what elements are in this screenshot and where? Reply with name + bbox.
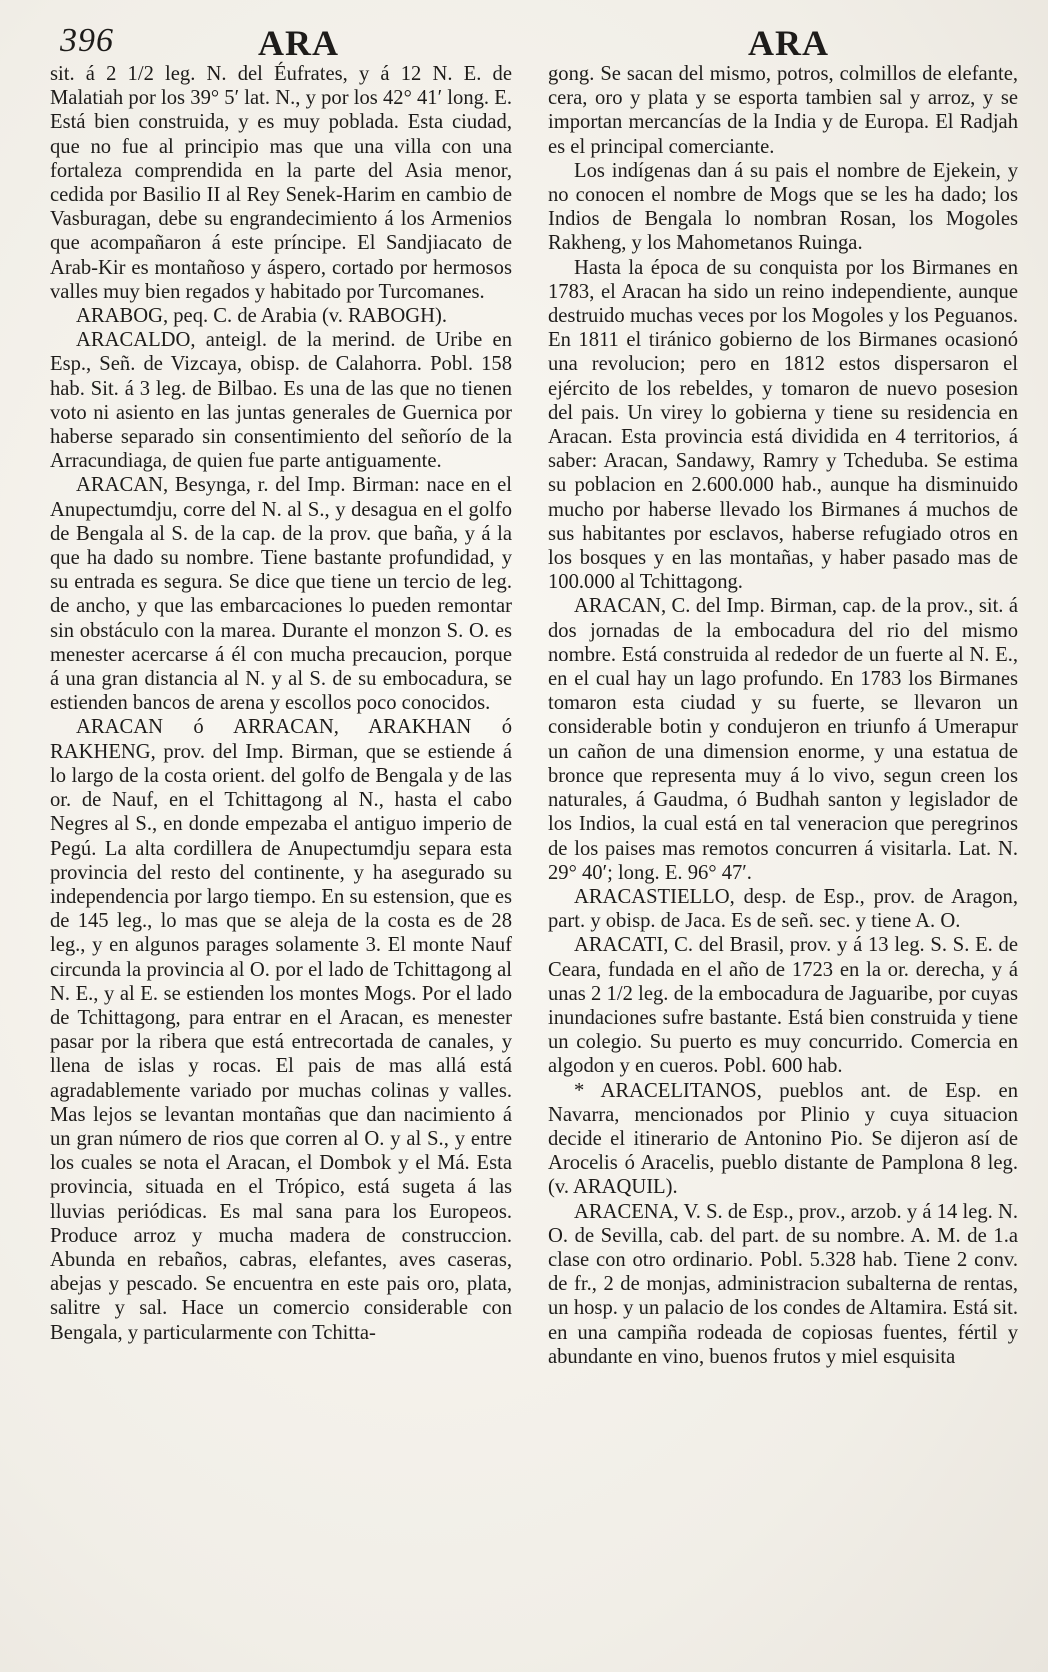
entry-aracati: ARACATI, C. del Brasil, prov. y á 13 leg. S. S. E. de Ceara, fundada en el año de 1723 en la or. derecha, y á unas 2 1/2 leg. de la embocadura de Jaguaribe, por cuyas inundaciones sufre bastante. Está bien construida y tiene un colegio. Su puerto es muy concurrido. Comercia en algodon y en cueros. Pobl. 600 hab. xyxy=(548,934,1018,1078)
page-number: 396 xyxy=(60,22,114,59)
entry-aracan-city: ARACAN, C. del Imp. Birman, cap. de la prov., sit. á dos jornadas de la embocadura del rio del mismo nombre. Está construida al rededor de un fuerte al N. E., en el cual hay un lago profundo. En 1783 los Birmanes tomaron esta ciudad y su fuerte, se llevaron un considerable botin y condujeron en triunfo á Umerapur un cañon de una dimension enorme, y una estatua de bronce que representa muy á lo vivo, segun creen los naturales, á Gaudma, ó Budhah santon y legislador de los Indios, la cual está en tal veneracion que peregrinos de los paises mas remotos concurren á visitarla. Lat. N. 29° 40′; long. E. 96° 47′. xyxy=(548,595,1018,884)
entry-paragraph: Los indígenas dan á su pais el nombre de Ejekein, y no conocen el nombre de Mogs que se les ha dado; los Indios de Bengala lo nombran Rosan, los Mogoles Rakheng, y los Mahometanos Ruinga. xyxy=(548,159,1018,255)
entry-aracaldo: ARACALDO, anteigl. de la merind. de Uribe en Esp., Señ. de Vizcaya, obisp. de Calahorra. Pobl. 158 hab. Sit. á 3 leg. de Bilbao. Es una de las que no tienen voto ni asiento en las juntas generales de Guernica por haberse separado sin consentimiento del señorío de la Arracundiaga, de quien fue parte antiguamente. xyxy=(50,329,512,473)
entry-continuation: sit. á 2 1/2 leg. N. del Éufrates, y á 12 N. E. de Malatiah por los 39° 5′ lat. N., y por los 42° 41′ long. E. Está bien construida, y es muy poblada. Esta ciudad, que no fue al principio mas que una villa con una fortaleza comprendida en la parte del Asia menor, cedida por Basilio II al Rey Senek-Harim en cambio de Vasburagan, debe su engrandecimiento á los Armenios que acompañaron á este príncipe. El Sandjiacato de Arab-Kir es montañoso y áspero, cortado por hermosos valles muy bien regados y habitado por Turcomanes. xyxy=(50,63,512,303)
running-head-left: ARA xyxy=(258,23,339,63)
entry-continuation: gong. Se sacan del mismo, potros, colmillos de elefante, cera, oro y plata y se esporta tambien sal y arroz, y se importan mercancías de la India y de Europa. El Radjah es el principal comerciante. xyxy=(548,63,1018,158)
entry-paragraph: Hasta la época de su conquista por los Birmanes en 1783, el Aracan ha sido un reino independiente, aunque destruido muchas veces por los Mogoles y los Peguanos. En 1811 el tiránico gobierno de los Birmanes ocasionó una revolucion; pero en 1812 estos dispersaron el ejército de los rebeldes, y tomaron de nuevo posesion del pais. Un virey lo gobierna y tiene su residencia en Aracan. Esta provincia está dividida en 4 territorios, á saber: Aracan, Sandawy, Ramry y Tcheduba. Se estima su poblacion en 2.600.000 hab., aunque ha disminuido mucho por haberse llevado los Birmanes á muchos de sus habitantes por esclavos, haberse refugiado otros en los bosques y en las montañas, y haber pasado mas de 100.000 al Tchittagong. xyxy=(548,256,1018,594)
entry-aracan-province: ARACAN ó ARRACAN, ARAKHAN ó RAKHENG, prov. del Imp. Birman, que se estiende á lo largo de la costa orient. del golfo de Bengala y de las or. de Nauf, en el Tchittagong al N., hasta el cabo Negres al S., en donde empezaba el antiguo imperio de Pegú. La alta cordillera de Anupectumdju separa esta provincia del resto del continente, y ha asegurado su independencia por largo tiempo. En su estension, que es de 145 leg., lo mas que se aleja de la costa es de 28 leg., y en algunos parages solamente 3. El monte Nauf circunda la provincia al O. por el lado de Tchittagong al N. E., y al E. se estienden los montes Mogs. Por el lado de Tchittagong, para entrar en el Aracan, es menester pasar por la ribera que está entrecortada de canales, y llena de islas y rocas. El pais de mas allá está agradablemente variado por muchas colinas y valles. Mas lejos se levantan montañas que dan nacimiento á un gran número de rios que corren al O. y al S., y entre los cuales se nota el Aracan, el Dombok y el Má. Esta provincia, situada en el Trópico, está sugeta á las lluvias periódicas. Es mal sana para los Europeos. Produce arroz y mucha madera de construccion. Abunda en rebaños, cabras, elefantes, aves caseras, abejas y pescado. Se encuentra en este pais oro, plata, salitre y sal. Hace un comercio considerable con Bengala, y particularmente con Tchitta- xyxy=(50,716,512,1344)
running-head-right: ARA xyxy=(748,23,829,63)
entry-aracastiello: ARACASTIELLO, desp. de Esp., prov. de Aragon, part. y obisp. de Jaca. Es de señ. sec. y tiene A. O. xyxy=(548,885,1018,933)
right-column xyxy=(548,62,1018,1369)
left-column xyxy=(50,62,512,1345)
entry-arabog: ARABOG, peq. C. de Arabia (v. RABOGH). xyxy=(76,305,448,328)
entry-aracan-river: ARACAN, Besynga, r. del Imp. Birman: nace en el Anupectumdju, corre del N. al S., y desagua en el golfo de Bengala al S. de la cap. de la prov. que baña, y á la que ha dado su nombre. Tiene bastante profundidad, y su entrada es segura. Se dice que tiene un tercio de leg. de ancho, y que las embarcaciones lo pueden remontar sin obstáculo con la marea. Durante el monzon S. O. es menester acercarse á él con mucha precaucion, porque á una gran distancia al N. y al S. de su embocadura, se estienden bancos de arena y escollos poco conocidos. xyxy=(50,474,512,715)
entry-aracelitanos: * ARACELITANOS, pueblos ant. de Esp. en Navarra, mencionados por Plinio y cuya situacion decide el itinerario de Antonino Pio. Se dijeron así de Arocelis ó Aracelis, pueblo distante de Pamplona 8 leg. (v. ARAQUIL). xyxy=(548,1079,1018,1199)
entry-aracena: ARACENA, V. S. de Esp., prov., arzob. y á 14 leg. N. O. de Sevilla, cab. del part. de su nombre. A. M. de 1.a clase con otro ordinario. Pobl. 5.328 hab. Tiene 2 conv. de fr., 2 de monjas, administracion subalterna de rentas, un hosp. y un palacio de los condes de Altamira. Está sit. en una campiña rodeada de copiosas fuentes, fértil y abundante en vino, buenos frutos y miel esquisita xyxy=(548,1200,1018,1368)
